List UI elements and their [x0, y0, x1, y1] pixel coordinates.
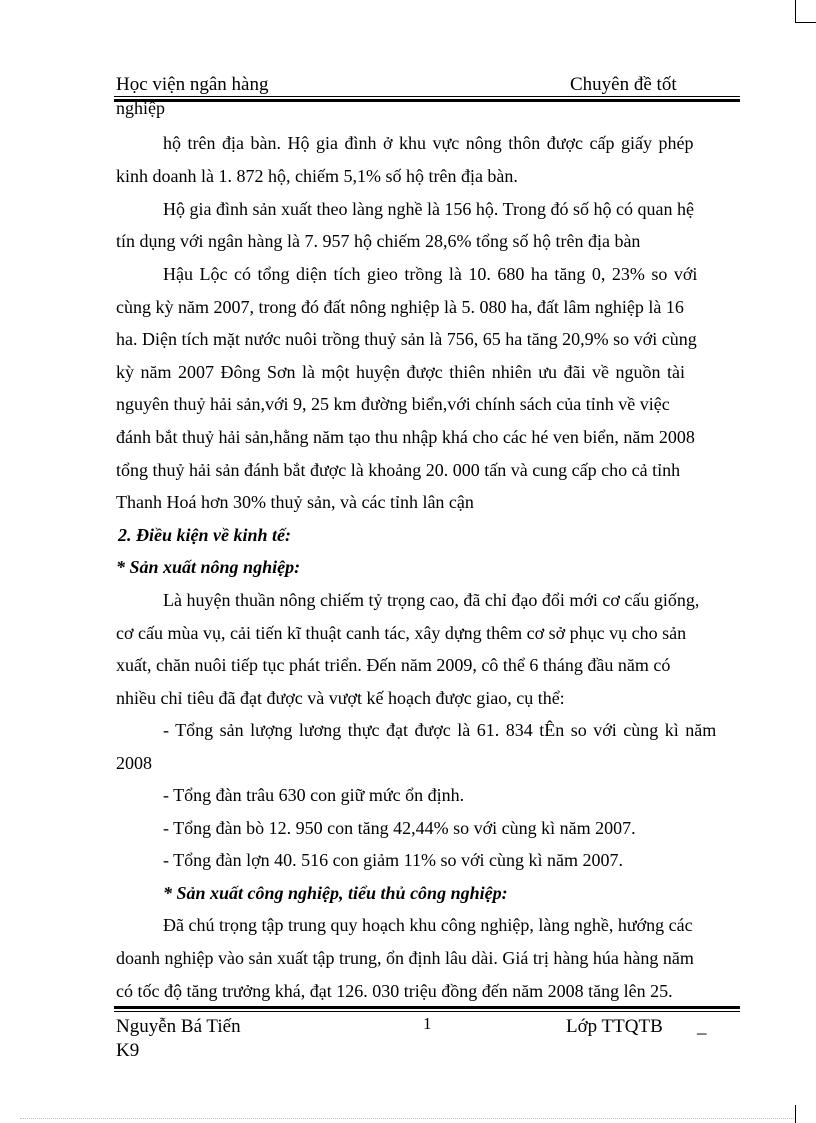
header-right: Chuyên đề tốt [570, 74, 677, 95]
body-line: ha. Diện tích mặt nước nuôi trồng thuỷ sản là 756, 65 ha tăng 20,9% so với cùng [116, 329, 697, 349]
crop-mark-top-h [795, 22, 816, 23]
body-line: 2008 [116, 753, 152, 773]
footer-rule-thick [114, 1006, 740, 1009]
body-line: cùng kỳ năm 2007, trong đó đất nông nghiệp là 5. 080 ha, đất lâm nghiệp là 16 [116, 297, 684, 317]
body-line: tổng thuỷ hải sản đánh bắt được là khoảng 20. 000 tấn và cung cấp cho cả tỉnh [116, 460, 681, 480]
body-line: doanh nghiệp vào sản xuất tập trung, ổn định lâu dài. Giá trị hàng húa hàng năm [116, 948, 694, 968]
body-line: kinh doanh là 1. 872 hộ, chiếm 5,1% số hộ trên địa bàn. [116, 166, 518, 186]
footer-underscore: _ [697, 1016, 707, 1037]
list-item: - Tổng đàn trâu 630 con giữ mức ổn định. [163, 785, 465, 805]
header-wrap: nghiệp [116, 98, 165, 118]
subsection-heading: * Sản xuất nông nghiệp: [116, 557, 301, 577]
body-line: hộ trên địa bàn. Hộ gia đình ở khu vực nông thôn được cấp giấy phép [163, 133, 694, 153]
body-line: kỳ năm 2007 Đông Sơn là một huyện được thiên nhiên ưu đãi về nguồn tài [116, 362, 685, 382]
header-left: Học viện ngân hàng [116, 74, 269, 95]
body-line: nguyên thuỷ hải sản,với 9, 25 km đường biển,với chính sách của tỉnh về việc [116, 394, 670, 414]
footer-author: Nguyễn Bá Tiến [116, 1016, 241, 1037]
body-line: Đã chú trọng tập trung quy hoạch khu công nghiệp, làng nghề, hướng các [163, 915, 693, 935]
footer-rule-thin [114, 1011, 740, 1012]
footer-class: Lớp TTQTB [566, 1016, 663, 1037]
body-line: tín dụng với ngân hàng là 7. 957 hộ chiếm 28,6% tổng số hộ trên địa bàn [116, 231, 641, 251]
list-item: - Tổng đàn lợn 40. 516 con giảm 11% so với cùng kì năm 2007. [163, 850, 623, 870]
page-bottom-edge [20, 1118, 796, 1119]
body-line: có tốc độ tăng trưởng khá, đạt 126. 030 triệu đồng đến năm 2008 tăng lên 25. [116, 981, 673, 1001]
body-line: xuất, chăn nuôi tiếp tục phát triển. Đến năm 2009, cô thể 6 tháng đầu năm có [116, 655, 671, 675]
section-heading: 2. Điều kiện về kinh tế: [118, 525, 291, 545]
header-rule-thick [114, 99, 740, 102]
page-number: 1 [423, 1014, 432, 1033]
body-line: đánh bắt thuỷ hải sản,hằng năm tạo thu nhập khá cho các hé ven biển, năm 2008 [116, 427, 695, 447]
list-item: - Tổng đàn bò 12. 950 con tăng 42,44% so với cùng kì năm 2007. [163, 818, 636, 838]
header-rule-thin [114, 96, 740, 97]
crop-mark-bottom-v [795, 1105, 796, 1123]
body-line: Hộ gia đình sản xuất theo làng nghề là 156 hộ. Trong đó số hộ có quan hệ [163, 199, 694, 219]
subsection-heading: * Sản xuất công nghiệp, tiểu thủ công nghiệp: [163, 883, 508, 903]
body-line: Hậu Lộc có tổng diện tích gieo trồng là 10. 680 ha tăng 0, 23% so với [163, 264, 698, 284]
body-line: cơ cấu mùa vụ, cải tiến kĩ thuật canh tác, xây dựng thêm cơ sở phục vụ cho sản [116, 623, 687, 643]
footer-wrap: K9 [116, 1040, 140, 1061]
list-item: - Tổng sản lượng lương thực đạt được là 61. 834 tÊn so với cùng kì năm [163, 720, 717, 740]
body-line: Thanh Hoá hơn 30% thuỷ sản, và các tỉnh lân cận [116, 492, 474, 512]
crop-mark-top-v [795, 0, 796, 22]
body-line: Là huyện thuần nông chiếm tỷ trọng cao, đã chỉ đạo đổi mới cơ cấu giống, [163, 590, 700, 610]
body-line: nhiều chỉ tiêu đã đạt được và vượt kế hoạch được giao, cụ thể: [116, 688, 565, 708]
